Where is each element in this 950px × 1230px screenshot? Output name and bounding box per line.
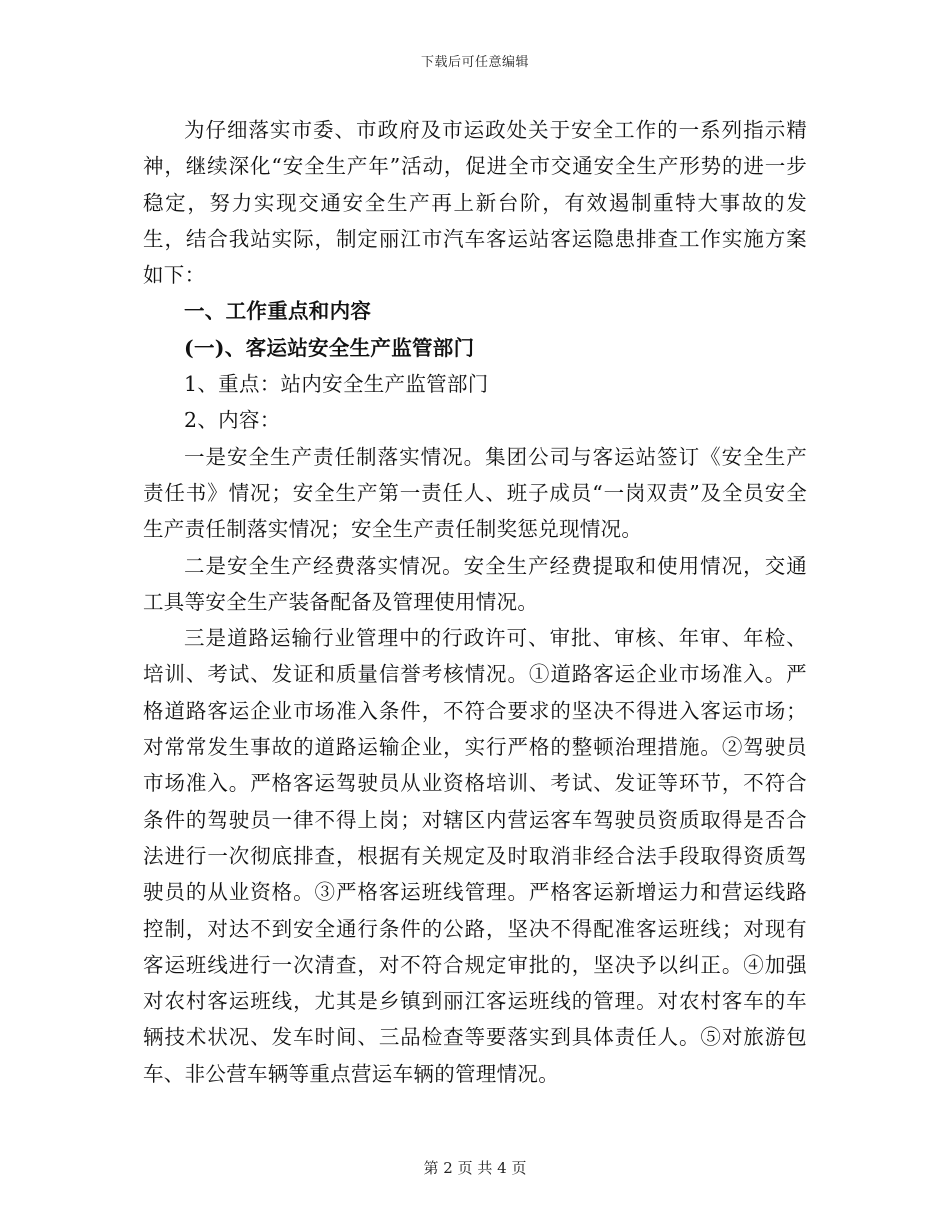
content-item: 2、内容：: [184, 408, 281, 433]
document-body: [143, 112, 807, 1092]
page-number: 第 2 页 共 4 页: [423, 1159, 527, 1177]
intro-paragraph: 为仔细落实市委、市政府及市运政处关于安全工作的一系列指示精神，继续深化“安全生产年”活动，促进全市交通安全生产形势的进一步稳定，努力实现交通安全生产再上新台阶，有效遏制重特大事故的发生，结合我站实际，制定丽江市汽车客运站客运隐患排查工作实施方案如下：: [143, 118, 807, 288]
responsibility-paragraph: 一是安全生产责任制落实情况。集团公司与客运站签订《安全生产责任书》情况；安全生产第一责任人、班子成员“一岗双责”及全员安全生产责任制落实情况；安全生产责任制奖惩兑现情况。: [143, 444, 807, 542]
section-heading: 一、工作重点和内容: [184, 299, 372, 324]
licensing-paragraph: 三是道路运输行业管理中的行政许可、审批、审核、年审、年检、培训、考试、发证和质量信誉考核情况。①道路客运企业市场准入。严格道路客运企业市场准入条件，不符合要求的坚决不得进入客运市场；对常常发生事故的道路运输企业，实行严格的整顿治理措施。②驾驶员市场准入。严格客运驾驶员从业资格培训、考试、发证等环节，不符合条件的驾驶员一律不得上岗；对辖区内营运客车驾驶员资质取得是否合法进行一次彻底排查，根据有关规定及时取消非经合法手段取得资质驾驶员的从业资格。③严格客运班线管理。严格客运新增运力和营运线路控制，对达不到安全通行条件的公路，坚决不得配准客运班线；对现有客运班线进行一次清查，对不符合规定审批的，坚决予以纠正。④加强对农村客运班线，尤其是乡镇到丽江客运班线的管理。对农村客车的车辆技术状况、发车时间、三品检查等要落实到具体责任人。⑤对旅游包车、非公营车辆等重点营运车辆的管理情况。: [143, 626, 807, 1086]
funding-paragraph: 二是安全生产经费落实情况。安全生产经费提取和使用情况，交通工具等安全生产装备配备及管理使用情况。: [143, 553, 807, 614]
subsection-heading: (一)、客运站安全生产监管部门: [184, 335, 475, 360]
page-header-note: 下载后可任意编辑: [420, 55, 529, 70]
focus-item: 1、重点：站内安全生产监管部门: [184, 372, 489, 397]
